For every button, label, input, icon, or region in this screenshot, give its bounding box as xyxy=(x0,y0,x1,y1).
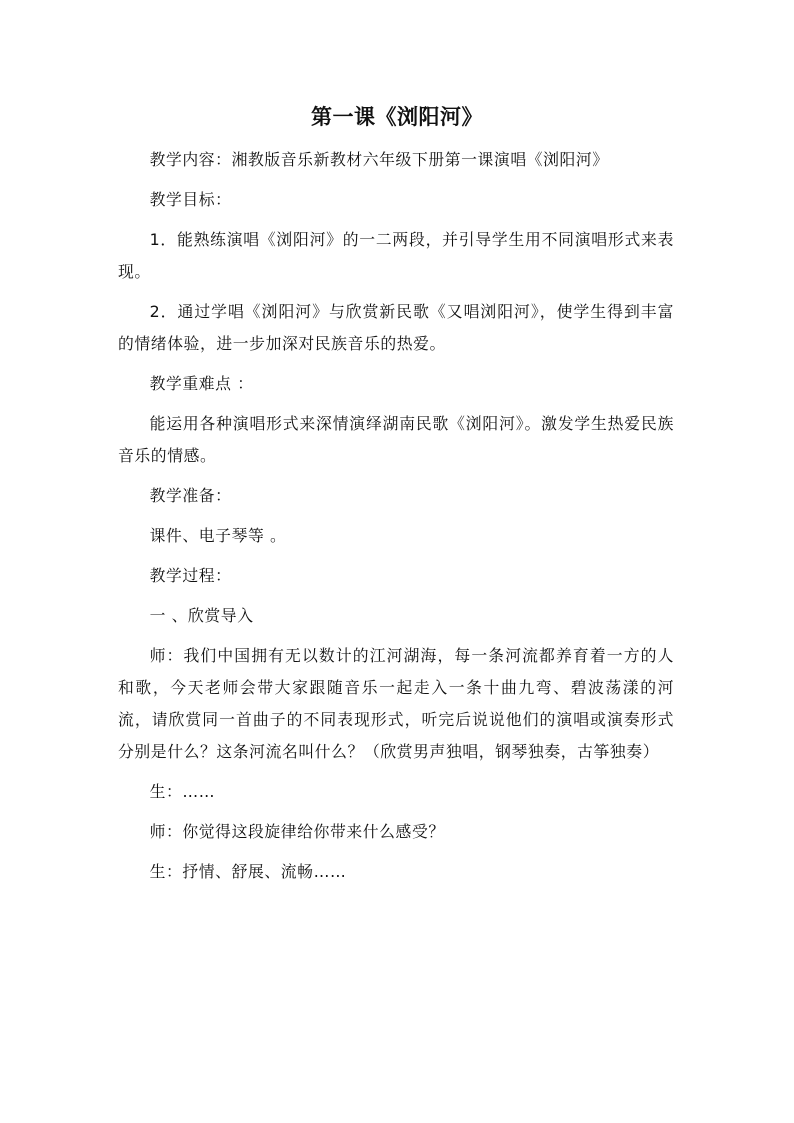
paragraph-student-response-2: 生：抒情、舒展、流畅…… xyxy=(149,862,347,881)
paragraph-teacher-intro: 师：我们中国拥有无以数计的江河湖海，每一条河流都养育着一方的人和歌，今天老师会带大家跟随音乐一起走入一条十曲九弯、碧波荡漾的河流，请欣赏同一首曲子的不同表现形式，听完后说说他们的演唱或演奏形式分别是什么？这条河流名叫什么？（欣赏男声独唱，钢琴独奏，古筝独奏） xyxy=(118,646,674,761)
paragraph-goal-1: 1．能熟练演唱《浏阳河》的一二两段，并引导学生用不同演唱形式来表现。 xyxy=(118,230,674,281)
paragraph-key-difficulties: 能运用各种演唱形式来深情演绎湖南民歌《浏阳河》。激发学生热爱民族音乐的情感。 xyxy=(118,414,674,465)
document-body xyxy=(118,144,674,888)
paragraph-goal-2: 2．通过学唱《浏阳河》与欣赏新民歌《又唱浏阳河》，使学生得到丰富的情绪体验，进一步加深对民族音乐的热爱。 xyxy=(118,302,674,353)
paragraph-key-difficulties-heading: 教学重难点 ： xyxy=(149,374,254,393)
paragraph-section-1-heading: 一 、欣赏导入 xyxy=(149,606,254,625)
paragraph-student-response-1: 生：…… xyxy=(149,782,216,801)
paragraph-teaching-content: 教学内容：湘教版音乐新教材六年级下册第一课演唱《浏阳河》 xyxy=(149,150,609,169)
paragraph-teacher-question: 师：你觉得这段旋律给你带来什么感受？ xyxy=(149,822,445,841)
paragraph-preparation-heading: 教学准备： xyxy=(149,486,232,505)
paragraph-process-heading: 教学过程： xyxy=(149,566,232,585)
paragraph-teaching-goals-heading: 教学目标： xyxy=(149,190,232,209)
paragraph-preparation: 课件、电子琴等 。 xyxy=(149,526,287,545)
document-title: 第一课《浏阳河》 xyxy=(311,104,483,129)
